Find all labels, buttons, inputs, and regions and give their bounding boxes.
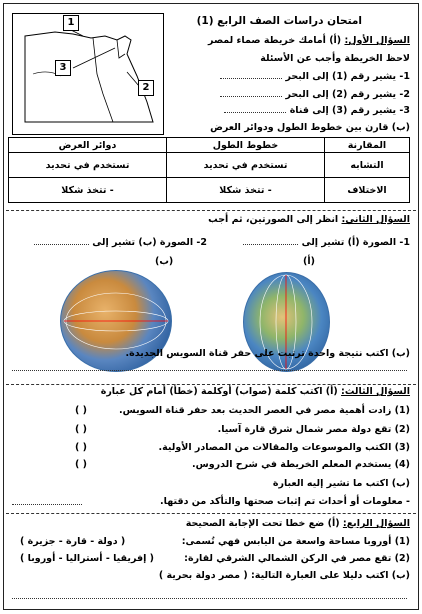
q4-prompt-a: (أ) ضع خطا تحت الإجابة الصحيحة (185, 518, 340, 529)
q2-line (208, 214, 410, 226)
divider (6, 384, 416, 385)
answer-line[interactable] (12, 496, 82, 509)
answer-line[interactable] (34, 236, 89, 245)
q3-prompt-a: (أ) اكتب كلمة (صواب) أوكلمة (خطأ) أمام كل عبارة (100, 386, 338, 397)
answer-line[interactable] (12, 590, 407, 603)
q1-item-3: 3- يشير رقم (3) إلى قناة (289, 105, 410, 116)
q3-statement-3: (3) الكتب والموسوعات والمقالات من المصادر الأولية. (158, 442, 410, 453)
map-marker-3: 3 (55, 60, 71, 76)
table-cell: التشابه (325, 153, 410, 178)
q3-heading: السؤال الثالث: (341, 386, 410, 397)
answer-parentheses[interactable]: ( ) (75, 459, 87, 470)
q1-instruction: لاحظ الخريطة وأجب عن الأسئلة (260, 53, 410, 64)
answer-line[interactable] (220, 88, 282, 97)
q1-item-1: 1- يشير رقم (1) إلى البحر (285, 71, 410, 82)
egypt-outline-icon (13, 14, 163, 134)
table-cell[interactable]: تستخدم في تحديد (9, 153, 167, 178)
table-cell[interactable]: - تتخذ شكلا (167, 178, 325, 203)
q2-item-2-row (34, 236, 207, 249)
q1-line (208, 35, 410, 47)
answer-line[interactable] (243, 236, 298, 245)
table-cell[interactable]: - تتخذ شكلا (9, 178, 167, 203)
table-header: خطوط الطول (167, 138, 325, 153)
q2-prompt: انظر إلى الصورتين، ثم أجب (208, 214, 339, 225)
q2-item-1-row (243, 236, 410, 249)
q3-definition: - معلومات أو أحداث تم إثبات صحتها والتأكد من دقتها. (160, 496, 410, 507)
q1-item-2-row (220, 88, 410, 101)
image-label-a: (أ) (303, 256, 315, 267)
q3-statement-1: (1) زادت أهمية مصر في العصر الحديث بعد حفر قناة السويس. (119, 405, 410, 416)
map-marker-1: 1 (63, 15, 79, 31)
q3-statement-4: (4) يستخدم المعلم الخريطة في شرح الدروس. (192, 459, 410, 470)
q4-item-2: (2) تقع مصر في الركن الشمالي الشرقي لقارة: (184, 553, 410, 564)
answer-parentheses[interactable]: ( ) (75, 424, 87, 435)
q1-prompt-a: (أ) أمامك خريطة صماء لمصر (208, 35, 342, 46)
q2-prompt-b: (ب) اكتب نتيجة واحدة ترتبت على حفر قناة السويس الجديدة. (125, 348, 410, 359)
answer-line[interactable] (220, 70, 282, 79)
table-header: دوائر العرض (9, 138, 167, 153)
q4-line (186, 518, 410, 530)
exam-title: امتحان دراسات الصف الرابع (1) (196, 15, 362, 27)
comparison-table (8, 137, 410, 203)
answer-line[interactable] (12, 362, 407, 375)
table-cell: الاختلاف (325, 178, 410, 203)
q4-prompt-b: (ب) اكتب دليلا على العبارة التالية: ( مصر دولة بحرية ) (158, 570, 410, 581)
divider (6, 210, 416, 211)
image-label-b: (ب) (155, 256, 174, 267)
answer-line[interactable] (224, 104, 286, 113)
answer-parentheses[interactable]: ( ) (75, 442, 87, 453)
q2-item-1: 1- الصورة (أ) تشير إلى (301, 237, 410, 248)
egypt-blank-map (12, 13, 164, 135)
q1-heading: السؤال الأول: (344, 35, 410, 46)
q1-item-2: 2- يشير رقم (2) إلى البحر (285, 89, 410, 100)
q1-prompt-b: (ب) قارن بين خطوط الطول ودوائر العرض (210, 122, 410, 133)
q2-item-2: 2- الصورة (ب) تشير إلى (92, 237, 207, 248)
q1-item-1-row (220, 70, 410, 83)
q2-heading: السؤال الثاني: (341, 214, 410, 225)
table-cell[interactable]: تستخدم في تحديد (167, 153, 325, 178)
q4-item-1: (1) أوروبا مساحة واسعة من اليابس فهي تُسمى: (181, 536, 410, 547)
q4-item-1-options[interactable]: ( دولة - قارة - جزيرة ) (20, 536, 126, 547)
q3-line (101, 386, 410, 398)
answer-parentheses[interactable]: ( ) (75, 405, 87, 416)
table-header: المقارنة (325, 138, 410, 153)
q4-item-2-options[interactable]: ( إفريقيا - أستراليا - أوروبا ) (20, 553, 154, 564)
map-marker-2: 2 (138, 80, 154, 96)
q3-prompt-b: (ب) اكتب ما تشير إليه العبارة (272, 478, 410, 489)
q3-statement-2: (2) تقع دولة مصر شمال شرق قارة آسيا. (217, 424, 410, 435)
q1-item-3-row (224, 104, 410, 117)
q4-heading: السؤال الرابع: (342, 518, 410, 529)
divider (6, 513, 416, 514)
